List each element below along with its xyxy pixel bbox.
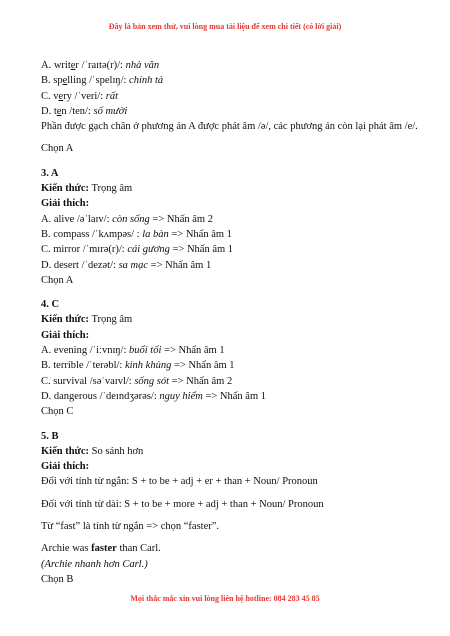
option-phonetic: n /ten/:: [61, 105, 94, 117]
option-meaning: buổi tối: [129, 345, 162, 357]
q5-number: 5. B: [41, 430, 59, 442]
option-text: C. mirror /ˈmɪrə(r)/:: [41, 244, 128, 256]
knowledge-label: Kiến thức:: [41, 183, 90, 195]
q2-option-a: [41, 58, 421, 73]
q4-answer: Chọn C: [41, 406, 74, 418]
q5-translation: (Archie nhanh hơn Carl.): [41, 558, 148, 570]
q5-note: Từ “fast” là tính từ ngắn => chọn “faster”.: [41, 521, 220, 533]
option-meaning: sống sót: [134, 375, 170, 387]
option-stress: => Nhấn âm 1: [171, 360, 235, 372]
option-stress: => Nhấn âm 2: [169, 375, 233, 387]
q4-option-c: [41, 374, 421, 389]
option-text: D. t: [41, 105, 57, 117]
option-text: A. evening /ˈiːvnɪŋ/:: [41, 345, 130, 357]
q5-rule-short: Đối với tính từ ngắn: S + to be + adj + er + than + Noun/ Pronoun: [41, 476, 318, 488]
q3-option-c: [41, 242, 421, 257]
example-text: Archie was: [41, 543, 92, 555]
option-stress: => Nhấn âm 2: [149, 213, 213, 225]
option-meaning: còn sống: [112, 213, 150, 225]
option-phonetic: r /ˈraɪtə(r)/:: [75, 60, 126, 71]
q3-option-d: [41, 258, 421, 273]
underlined-letter: e: [62, 75, 68, 87]
option-meaning: cái gương: [127, 244, 170, 256]
q2-option-b: [41, 73, 421, 88]
q5-example: [41, 541, 421, 556]
option-text: C. survival /səˈvaɪvl/:: [41, 375, 135, 387]
option-meaning: nhà văn: [125, 60, 160, 71]
underlined-letter: e: [70, 60, 76, 71]
hotline-banner: Mọi thắc mắc xin vui lòng liên hệ hotline: 084 283 45 85: [130, 594, 320, 603]
q5-knowledge: [41, 444, 421, 459]
option-text: A. writ: [41, 60, 71, 71]
q5-rule-long: Đối với tính từ dài: S + to be + more + adj + than + Noun/ Pronoun: [41, 498, 324, 510]
underlined-letter: e: [58, 90, 64, 102]
knowledge-text: So sánh hơn: [89, 445, 144, 457]
example-answer-word: faster: [91, 543, 117, 555]
q5-answer: Chọn B: [41, 573, 74, 585]
q4-knowledge: [41, 312, 421, 327]
q4-option-d: [41, 389, 421, 404]
q3-number: 3. A: [41, 167, 59, 179]
option-text: B. sp: [41, 75, 63, 87]
q4-option-b: [41, 358, 421, 373]
option-text: D. dangerous /ˈdeɪndʒərəs/:: [41, 390, 160, 402]
q2-option-d: [41, 104, 421, 119]
q2-explanation: Phần được gạch chân ở phương án A được phát âm /ə/, các phương án còn lại phát âm /e/.: [41, 121, 418, 133]
option-text: D. desert /ˈdezət/:: [41, 259, 119, 271]
option-text: A. alive /əˈlaɪv/:: [41, 213, 113, 225]
option-text: B. compass /ˈkʌmpəs/ :: [41, 228, 143, 240]
option-stress: => Nhấn âm 1: [161, 345, 225, 357]
q3-option-a: [41, 212, 421, 227]
option-meaning: kinh khủng: [124, 360, 172, 372]
option-stress: => Nhấn âm 1: [202, 390, 267, 402]
q3-explain-label: Giải thích:: [41, 198, 90, 210]
q3-answer: Chọn A: [41, 274, 74, 286]
knowledge-label: Kiến thức:: [41, 445, 90, 457]
knowledge-label: Kiến thức:: [41, 314, 90, 326]
q5-explain-label: Giải thích:: [41, 461, 90, 473]
option-text: B. terrible /ˈterəbl/:: [41, 360, 125, 372]
option-meaning: chính tả: [129, 75, 164, 87]
q4-number: 4. C: [41, 299, 60, 311]
option-meaning: rất: [105, 90, 119, 102]
option-stress: => Nhấn âm 1: [148, 259, 212, 271]
preview-banner: Đây là bản xem thử, vui lòng mua tài liệu để xem chi tiết (có lời giải): [108, 22, 342, 31]
q3-knowledge: [41, 181, 421, 196]
knowledge-text: Trọng âm: [89, 183, 133, 195]
q2-answer: Chọn A: [41, 143, 74, 155]
option-phonetic: ry /ˈveri/:: [63, 90, 106, 102]
underlined-letter: e: [56, 105, 62, 117]
q2-option-c: [41, 89, 421, 104]
option-stress: => Nhấn âm 1: [169, 244, 234, 256]
q4-option-a: [41, 343, 421, 358]
option-text: C. v: [41, 90, 59, 102]
q3-option-b: [41, 227, 421, 242]
option-stress: => Nhấn âm 1: [168, 228, 232, 240]
knowledge-text: Trọng âm: [89, 314, 133, 326]
option-meaning: nguy hiểm: [159, 390, 203, 402]
document-body: [41, 58, 421, 587]
q4-explain-label: Giải thích:: [41, 329, 90, 341]
option-meaning: sa mạc: [118, 259, 149, 271]
option-meaning: la bàn: [142, 228, 169, 240]
option-phonetic: lling /ˈspelɪŋ/:: [67, 75, 130, 87]
option-meaning: số mười: [93, 105, 128, 117]
example-text: than Carl.: [116, 543, 161, 555]
